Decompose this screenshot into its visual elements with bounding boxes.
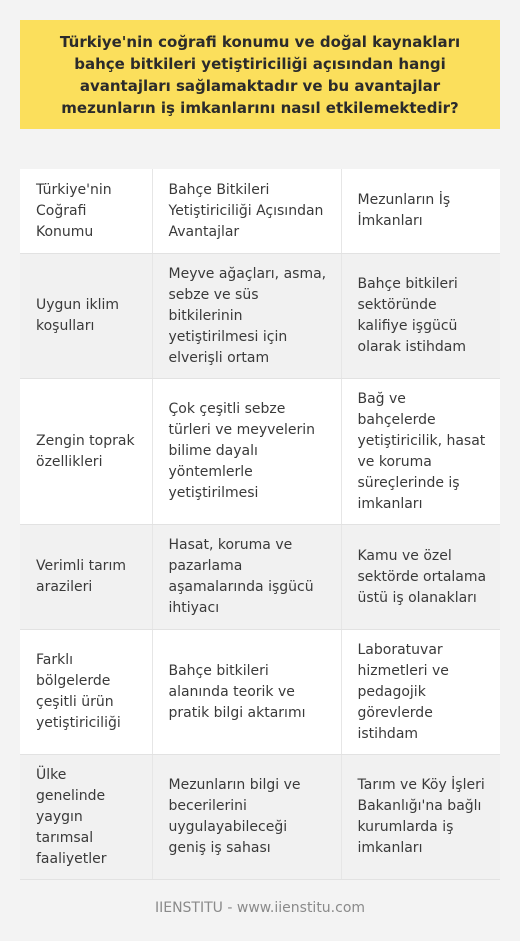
- table-cell: Bahçe bitkileri sektöründe kalifiye işgücü olarak istihdam: [341, 254, 500, 379]
- table-cell: Tarım ve Köy İşleri Bakanlığı'na bağlı kurumlarda iş imkanları: [341, 755, 500, 880]
- table-cell: Bağ ve bahçelerde yetiştiricilik, hasat ve koruma süreçlerinde iş imkanları: [341, 379, 500, 525]
- table-header-row: [20, 169, 500, 254]
- table-row: [20, 755, 500, 880]
- table-cell: Bahçe bitkileri alanında teorik ve pratik bilgi aktarımı: [152, 630, 341, 755]
- table-cell: Zengin toprak özellikleri: [20, 379, 152, 525]
- table-cell: Laboratuvar hizmetleri ve pedagojik görevlerde istihdam: [341, 630, 500, 755]
- table-cell: Verimli tarım arazileri: [20, 525, 152, 630]
- footer-credit: IIENSTITU - www.iienstitu.com: [154, 900, 366, 916]
- table-cell: Farklı bölgelerde çeşitli ürün yetiştiriciliği: [20, 630, 152, 755]
- table-cell: Mezunların bilgi ve becerilerini uygulayabileceği geniş iş sahası: [152, 755, 341, 880]
- table-cell: Kamu ve özel sektörde ortalama üstü iş olanakları: [341, 525, 500, 630]
- table-cell: Ülke genelinde yaygın tarımsal faaliyetler: [20, 755, 152, 880]
- comparison-table-container: [20, 169, 500, 880]
- question-banner: [20, 20, 500, 129]
- table-row: [20, 525, 500, 630]
- header-cell-geography: Türkiye'nin Coğrafi Konumu: [20, 169, 152, 254]
- table-cell: Çok çeşitli sebze türleri ve meyvelerin bilime dayalı yöntemlerle yetiştirilmesi: [152, 379, 341, 525]
- table-row: [20, 630, 500, 755]
- question-title: Türkiye'nin coğrafi konumu ve doğal kaynakları bahçe bitkileri yetiştiriciliği açısından hangi avantajları sağlamaktadır ve bu avantajlar mezunların iş imkanlarını nasıl etkilemektedir?: [59, 32, 461, 117]
- table-cell: Uygun iklim koşulları: [20, 254, 152, 379]
- header-cell-job-opportunities: Mezunların İş İmkanları: [341, 169, 500, 254]
- table-row: [20, 254, 500, 379]
- table-cell: Hasat, koruma ve pazarlama aşamalarında işgücü ihtiyacı: [152, 525, 341, 630]
- table-row: [20, 379, 500, 525]
- header-cell-advantages: Bahçe Bitkileri Yetiştiriciliği Açısından Avantajlar: [152, 169, 341, 254]
- comparison-table: [20, 169, 500, 880]
- table-cell: Meyve ağaçları, asma, sebze ve süs bitkilerinin yetiştirilmesi için elverişli ortam: [152, 254, 341, 379]
